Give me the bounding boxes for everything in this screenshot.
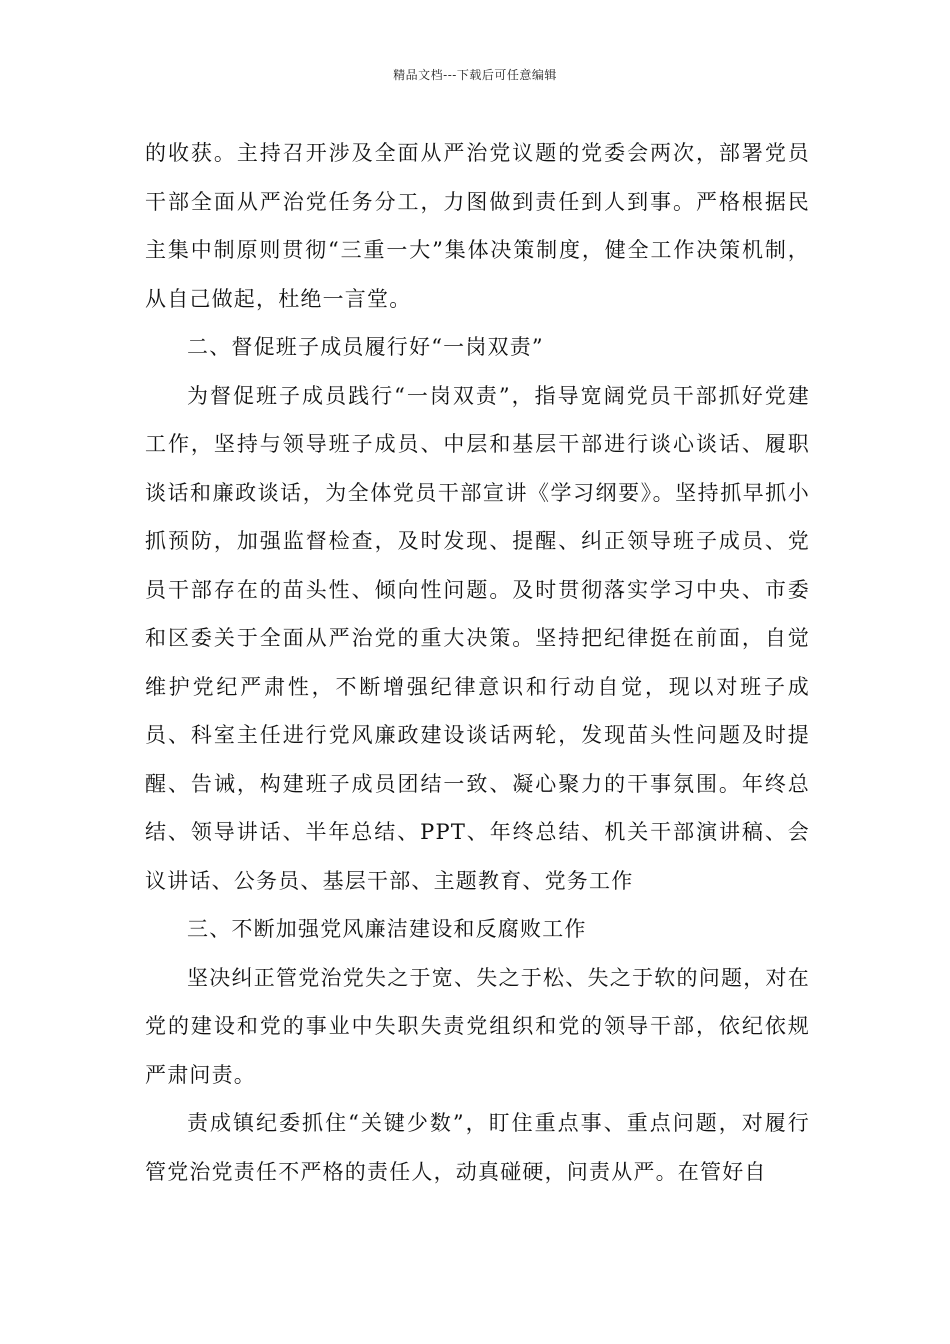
paragraph-continued: 的收获。主持召开涉及全面从严治党议题的党委会两次，部署党员干部全面从严治党任务分工，力图做到责任到人到事。严格根据民主集中制原则贯彻“三重一大”集体决策制度，健全工作决策机制，从自己做起，杜绝一言堂。 — [145, 141, 810, 311]
paragraph: 为督促班子成员践行“一岗双责”，指导宽阔党员干部抓好党建工作，坚持与领导班子成员、中层和基层干部进行谈心谈话、履职谈话和廉政谈话，为全体党员干部宣讲《学习纲要》。坚持抓早抓小抓预防，加强监督检查，及时发现、提醒、纠正领导班子成员、党员干部存在的苗头性、倾向性问题。及时贯彻落实学习中央、市委和区委关于全面从严治党的重大决策。坚持把纪律挺在前面，自觉维护党纪严肃性，不断增强纪律意识和行动自觉，现以对班子成员、科室主任进行党风廉政建设谈话两轮，发现苗头性问题及时提醒、告诫，构建班子成员团结一致、凝心聚力的干事氛围。年终总结、领导讲话、半年总结、PPT、年终总结、机关干部演讲稿、会议讲话、公务员、基层干部、主题教育、党务工作 — [145, 383, 810, 893]
paragraph: 责成镇纪委抓住“关键少数”，盯住重点事、重点问题，对履行管党治党责任不严格的责任人，动真碰硬，问责从严。在管好自 — [145, 1111, 810, 1184]
section-heading-2: 二、督促班子成员履行好“一岗双责” — [187, 335, 544, 359]
paragraph: 坚决纠正管党治党失之于宽、失之于松、失之于软的问题，对在党的建设和党的事业中失职失责党组织和党的领导干部，依纪依规严肃问责。 — [145, 965, 810, 1087]
document-body — [145, 129, 810, 1196]
page-header: 精品文档---下载后可任意编辑 — [393, 68, 557, 82]
section-heading-3: 三、不断加强党风廉洁建设和反腐败工作 — [187, 917, 587, 941]
